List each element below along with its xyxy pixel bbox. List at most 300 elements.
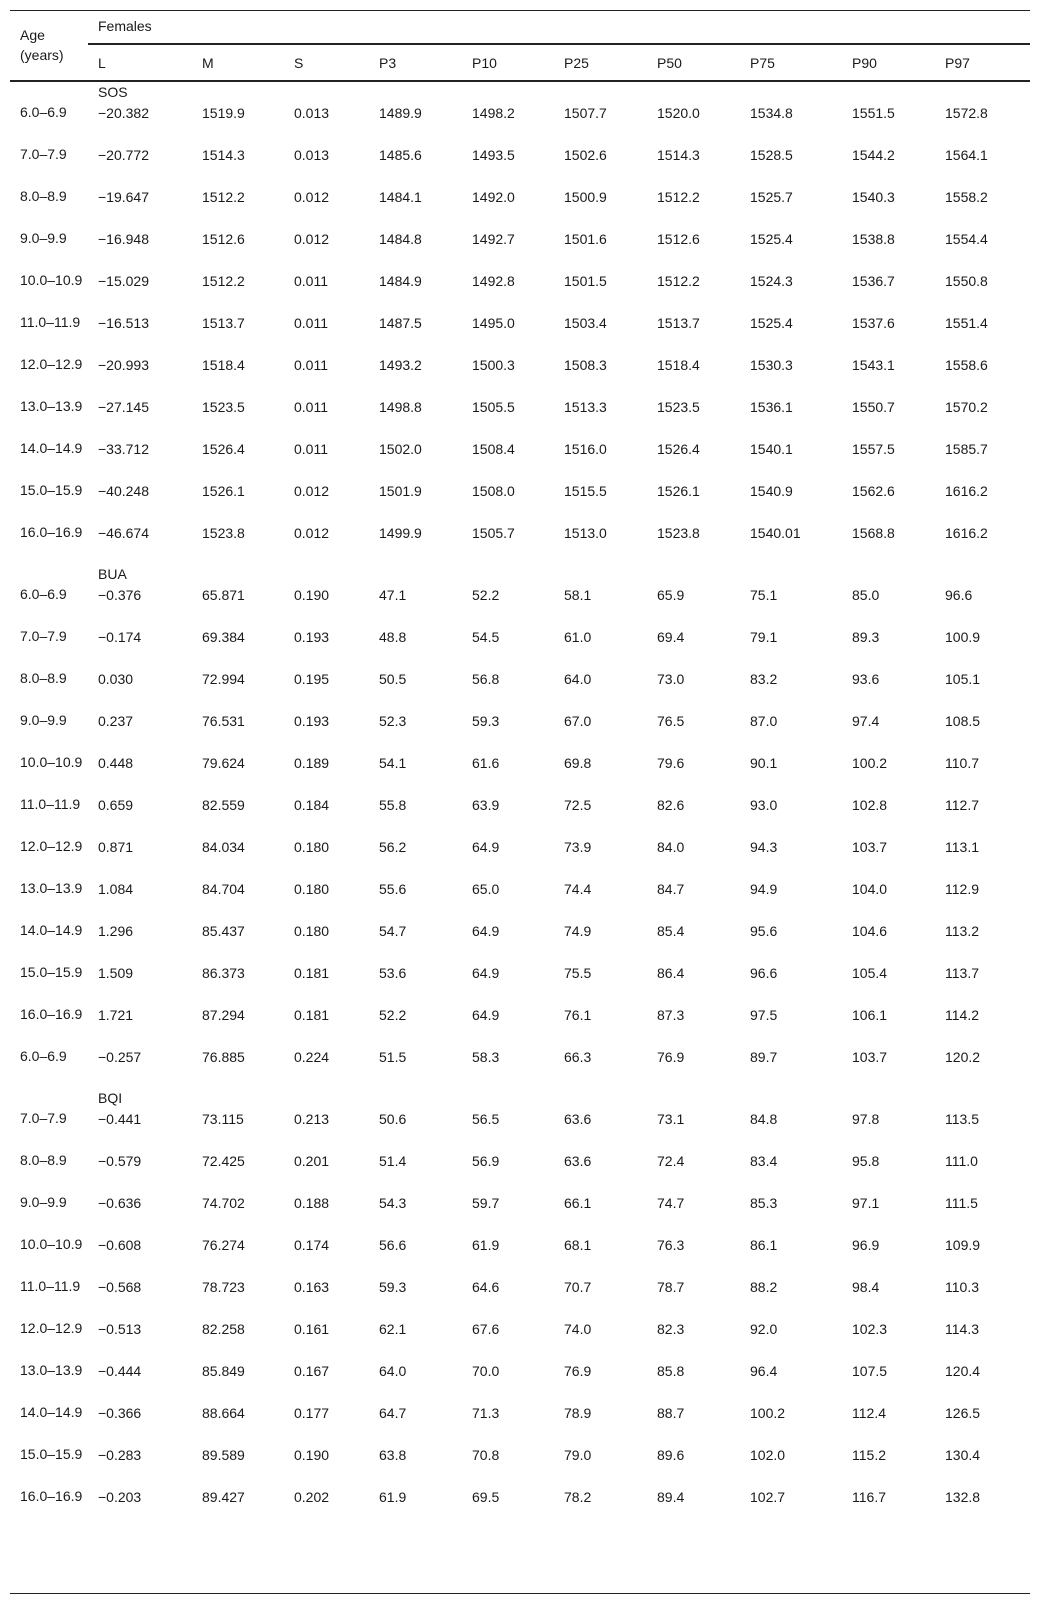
cell-l: −0.283 (98, 1447, 142, 1463)
cell-p75: 93.0 (750, 797, 778, 813)
cell-s: 0.202 (294, 1489, 330, 1505)
cell-p97: 112.9 (945, 881, 979, 897)
cell-p97: 113.7 (945, 965, 979, 981)
cell-p97: 111.0 (945, 1153, 978, 1169)
cell-p10: 64.9 (472, 965, 500, 981)
cell-p90: 1537.6 (852, 315, 895, 331)
cell-l: 1.721 (98, 1007, 134, 1023)
cell-p10: 1508.0 (472, 483, 515, 499)
cell-l: 0.659 (98, 797, 134, 813)
cell-p3: 54.1 (379, 755, 407, 771)
col-header-m: M (192, 44, 284, 81)
cell-p97: 114.2 (945, 1007, 979, 1023)
cell-p90: 1543.1 (852, 357, 895, 373)
cell-p50: 73.0 (657, 671, 685, 687)
cell-p75: 84.8 (750, 1111, 778, 1127)
cell-p50: 76.5 (657, 713, 685, 729)
cell-l: 1.296 (98, 923, 134, 939)
cell-m: 65.871 (202, 587, 245, 603)
cell-p50: 89.6 (657, 1447, 685, 1463)
col-header-p25: P25 (554, 44, 647, 81)
cell-p75: 1540.9 (750, 483, 793, 499)
cell-p97: 100.9 (945, 629, 981, 645)
age-range-cell: 12.0–12.9 (20, 838, 83, 854)
age-range-cell: 6.0–6.9 (20, 104, 67, 120)
cell-s: 0.013 (294, 147, 330, 163)
cell-p97: 112.7 (945, 797, 979, 813)
cell-p25: 79.0 (564, 1447, 592, 1463)
cell-s: 0.011 (294, 273, 328, 289)
age-range-cell: 10.0–10.9 (20, 272, 83, 288)
cell-p97: 110.3 (945, 1279, 979, 1295)
cell-p97: 108.5 (945, 713, 981, 729)
cell-s: 0.163 (294, 1279, 330, 1295)
age-range-cell: 6.0–6.9 (20, 1048, 67, 1064)
table-row (10, 1046, 1030, 1088)
cell-p75: 90.1 (750, 755, 778, 771)
cell-p75: 88.2 (750, 1279, 778, 1295)
section-heading-spacer (10, 81, 88, 102)
age-range-cell: 11.0–11.9 (20, 314, 81, 330)
cell-s: 0.193 (294, 629, 330, 645)
cell-m: 1512.2 (202, 273, 245, 289)
cell-p10: 64.9 (472, 839, 500, 855)
table-row (10, 962, 1030, 1004)
cell-p10: 1495.0 (472, 315, 515, 331)
table-row (10, 878, 1030, 920)
cell-m: 85.437 (202, 923, 245, 939)
table-row (10, 1004, 1030, 1046)
cell-p10: 1505.5 (472, 399, 515, 415)
age-range-cell: 7.0–7.9 (20, 628, 67, 644)
cell-p10: 1493.5 (472, 147, 515, 163)
cell-p90: 97.8 (852, 1111, 880, 1127)
cell-p75: 102.0 (750, 1447, 786, 1463)
cell-p97: 110.7 (945, 755, 979, 771)
cell-p25: 70.7 (564, 1279, 592, 1295)
age-range-cell: 12.0–12.9 (20, 356, 83, 372)
cell-s: 0.181 (294, 965, 330, 981)
age-range-cell: 14.0–14.9 (20, 440, 83, 456)
cell-s: 0.011 (294, 315, 328, 331)
section-heading-sos: SOS (98, 84, 128, 100)
cell-p25: 1501.6 (564, 231, 607, 247)
cell-m: 89.589 (202, 1447, 245, 1463)
cell-p90: 106.1 (852, 1007, 888, 1023)
section-heading-row (10, 1088, 1030, 1108)
cell-m: 74.702 (202, 1195, 245, 1211)
cell-m: 76.531 (202, 713, 245, 729)
cell-p25: 76.1 (564, 1007, 592, 1023)
age-range-cell: 7.0–7.9 (20, 146, 67, 162)
table-row (10, 710, 1030, 752)
cell-l: −0.636 (98, 1195, 142, 1211)
cell-l: −0.441 (98, 1111, 142, 1127)
cell-s: 0.161 (294, 1321, 330, 1337)
cell-p50: 87.3 (657, 1007, 685, 1023)
cell-p97: 120.4 (945, 1363, 981, 1379)
cell-p75: 94.9 (750, 881, 778, 897)
table-row (10, 1486, 1030, 1528)
age-range-cell: 8.0–8.9 (20, 670, 67, 686)
cell-l: −0.366 (98, 1405, 142, 1421)
cell-p3: 1487.5 (379, 315, 422, 331)
cell-p25: 1513.3 (564, 399, 607, 415)
cell-p50: 69.4 (657, 629, 685, 645)
cell-p90: 89.3 (852, 629, 880, 645)
table-row (10, 438, 1030, 480)
cell-m: 89.427 (202, 1489, 245, 1505)
cell-m: 72.994 (202, 671, 245, 687)
cell-p3: 47.1 (379, 587, 407, 603)
cell-p50: 1526.1 (657, 483, 700, 499)
cell-p50: 76.9 (657, 1049, 685, 1065)
table-row (10, 522, 1030, 564)
cell-p50: 84.7 (657, 881, 685, 897)
cell-l: −46.674 (98, 525, 149, 541)
percentile-table (10, 10, 1030, 1528)
cell-p25: 78.2 (564, 1489, 592, 1505)
col-header-p90: P90 (842, 44, 935, 81)
age-range-cell: 16.0–16.9 (20, 1006, 83, 1022)
table-row (10, 144, 1030, 186)
cell-l: 1.084 (98, 881, 134, 897)
cell-m: 1519.9 (202, 105, 245, 121)
cell-p3: 63.8 (379, 1447, 407, 1463)
col-header-p10: P10 (462, 44, 554, 81)
cell-p50: 78.7 (657, 1279, 685, 1295)
cell-p50: 1523.8 (657, 525, 700, 541)
cell-p75: 92.0 (750, 1321, 778, 1337)
cell-p10: 64.9 (472, 923, 500, 939)
cell-p25: 1515.5 (564, 483, 607, 499)
cell-p3: 55.6 (379, 881, 407, 897)
age-range-cell: 12.0–12.9 (20, 1320, 83, 1336)
cell-p75: 96.6 (750, 965, 778, 981)
age-header (10, 10, 88, 81)
cell-m: 82.258 (202, 1321, 245, 1337)
cell-p25: 1516.0 (564, 441, 607, 457)
cell-p90: 1568.8 (852, 525, 895, 541)
cell-l: −0.568 (98, 1279, 142, 1295)
cell-p50: 74.7 (657, 1195, 685, 1211)
cell-p50: 1520.0 (657, 105, 700, 121)
cell-p97: 109.9 (945, 1237, 981, 1253)
cell-p10: 1492.7 (472, 231, 515, 247)
cell-m: 78.723 (202, 1279, 245, 1295)
cell-p10: 64.6 (472, 1279, 500, 1295)
cell-p97: 1558.6 (945, 357, 988, 373)
table-row (10, 836, 1030, 878)
table-row (10, 396, 1030, 438)
cell-p3: 1489.9 (379, 105, 422, 121)
table-row (10, 584, 1030, 626)
age-range-cell: 9.0–9.9 (20, 1194, 67, 1210)
column-header-row (10, 44, 1030, 81)
cell-p75: 1536.1 (750, 399, 793, 415)
cell-p10: 1492.0 (472, 189, 515, 205)
cell-p97: 111.5 (945, 1195, 978, 1211)
section-heading-bua: BUA (98, 566, 127, 582)
section-heading-row (10, 564, 1030, 584)
cell-p90: 103.7 (852, 1049, 888, 1065)
cell-p25: 75.5 (564, 965, 592, 981)
age-range-cell: 9.0–9.9 (20, 712, 67, 728)
cell-m: 1526.1 (202, 483, 245, 499)
cell-l: −20.772 (98, 147, 149, 163)
cell-p3: 53.6 (379, 965, 407, 981)
header-group-row (10, 10, 1030, 44)
cell-s: 0.188 (294, 1195, 330, 1211)
cell-s: 0.213 (294, 1111, 330, 1127)
col-header-p50: P50 (647, 44, 740, 81)
cell-l: −16.513 (98, 315, 149, 331)
cell-p97: 1572.8 (945, 105, 988, 121)
cell-l: −0.579 (98, 1153, 142, 1169)
cell-p75: 95.6 (750, 923, 778, 939)
cell-p90: 1538.8 (852, 231, 895, 247)
cell-m: 72.425 (202, 1153, 245, 1169)
cell-p3: 1501.9 (379, 483, 422, 499)
cell-p3: 1493.2 (379, 357, 422, 373)
cell-p75: 1528.5 (750, 147, 793, 163)
cell-p97: 1585.7 (945, 441, 988, 457)
table-body (10, 81, 1030, 1528)
cell-p50: 76.3 (657, 1237, 685, 1253)
cell-s: 0.180 (294, 839, 330, 855)
cell-p50: 72.4 (657, 1153, 685, 1169)
cell-p50: 65.9 (657, 587, 685, 603)
age-range-cell: 15.0–15.9 (20, 482, 83, 498)
age-range-cell: 13.0–13.9 (20, 398, 83, 414)
cell-p25: 68.1 (564, 1237, 592, 1253)
cell-p3: 48.8 (379, 629, 407, 645)
cell-p50: 1512.2 (657, 189, 700, 205)
cell-m: 1513.7 (202, 315, 245, 331)
section-heading-spacer (10, 1088, 88, 1108)
cell-p75: 1534.8 (750, 105, 793, 121)
cell-p10: 1500.3 (472, 357, 515, 373)
cell-p10: 59.3 (472, 713, 500, 729)
cell-p90: 95.8 (852, 1153, 880, 1169)
cell-p25: 66.3 (564, 1049, 592, 1065)
cell-l: −20.382 (98, 105, 149, 121)
cell-s: 0.201 (294, 1153, 330, 1169)
cell-p75: 1540.01 (750, 525, 801, 541)
cell-l: 0.030 (98, 671, 134, 687)
percentile-table-container (10, 10, 1030, 1528)
cell-p3: 1484.1 (379, 189, 422, 205)
age-range-cell: 9.0–9.9 (20, 230, 67, 246)
cell-p3: 54.3 (379, 1195, 407, 1211)
cell-l: 0.871 (98, 839, 134, 855)
cell-p25: 1507.7 (564, 105, 607, 121)
cell-p10: 65.0 (472, 881, 500, 897)
cell-p10: 58.3 (472, 1049, 500, 1065)
cell-p50: 73.1 (657, 1111, 685, 1127)
cell-p90: 115.2 (852, 1447, 886, 1463)
cell-s: 0.012 (294, 231, 330, 247)
cell-p25: 1500.9 (564, 189, 607, 205)
cell-l: −0.203 (98, 1489, 142, 1505)
cell-p75: 102.7 (750, 1489, 786, 1505)
cell-p10: 69.5 (472, 1489, 500, 1505)
cell-p3: 51.4 (379, 1153, 407, 1169)
cell-p90: 103.7 (852, 839, 888, 855)
cell-p75: 85.3 (750, 1195, 778, 1211)
cell-m: 76.274 (202, 1237, 245, 1253)
cell-p10: 59.7 (472, 1195, 500, 1211)
cell-p3: 1484.9 (379, 273, 422, 289)
cell-p10: 71.3 (472, 1405, 500, 1421)
cell-p10: 56.8 (472, 671, 500, 687)
cell-p75: 97.5 (750, 1007, 778, 1023)
cell-m: 1526.4 (202, 441, 245, 457)
cell-s: 0.180 (294, 923, 330, 939)
cell-p10: 70.8 (472, 1447, 500, 1463)
cell-m: 1514.3 (202, 147, 245, 163)
cell-p75: 96.4 (750, 1363, 778, 1379)
cell-s: 0.012 (294, 525, 330, 541)
cell-m: 87.294 (202, 1007, 245, 1023)
cell-p25: 74.0 (564, 1321, 592, 1337)
cell-p75: 83.4 (750, 1153, 778, 1169)
table-row (10, 752, 1030, 794)
cell-p50: 1514.3 (657, 147, 700, 163)
cell-s: 0.189 (294, 755, 330, 771)
cell-l: 0.448 (98, 755, 134, 771)
cell-p25: 69.8 (564, 755, 592, 771)
cell-l: −33.712 (98, 441, 149, 457)
table-row (10, 480, 1030, 522)
cell-l: −0.608 (98, 1237, 142, 1253)
cell-p75: 94.3 (750, 839, 778, 855)
cell-l: −27.145 (98, 399, 149, 415)
cell-p97: 120.2 (945, 1049, 981, 1065)
cell-p25: 64.0 (564, 671, 592, 687)
females-header-label: Females (98, 18, 152, 34)
cell-p3: 1499.9 (379, 525, 422, 541)
cell-m: 1518.4 (202, 357, 245, 373)
cell-p50: 1523.5 (657, 399, 700, 415)
cell-s: 0.012 (294, 483, 330, 499)
cell-p25: 73.9 (564, 839, 592, 855)
cell-p90: 97.1 (852, 1195, 880, 1211)
cell-s: 0.167 (294, 1363, 330, 1379)
cell-s: 0.177 (294, 1405, 330, 1421)
col-header-p97: P97 (935, 44, 1030, 81)
cell-p50: 86.4 (657, 965, 685, 981)
col-header-l: L (88, 44, 192, 81)
cell-s: 0.193 (294, 713, 330, 729)
cell-p10: 52.2 (472, 587, 500, 603)
cell-m: 85.849 (202, 1363, 245, 1379)
cell-s: 0.195 (294, 671, 330, 687)
cell-l: −15.029 (98, 273, 149, 289)
age-range-cell: 14.0–14.9 (20, 1404, 83, 1420)
age-range-cell: 16.0–16.9 (20, 524, 83, 540)
cell-s: 0.174 (294, 1237, 330, 1253)
table-row (10, 270, 1030, 312)
cell-p75: 83.2 (750, 671, 778, 687)
age-range-cell: 14.0–14.9 (20, 922, 83, 938)
cell-p10: 61.9 (472, 1237, 500, 1253)
table-row (10, 1360, 1030, 1402)
cell-s: 0.181 (294, 1007, 330, 1023)
cell-p97: 1616.2 (945, 525, 988, 541)
cell-p90: 100.2 (852, 755, 888, 771)
cell-p90: 102.3 (852, 1321, 888, 1337)
cell-l: −0.513 (98, 1321, 142, 1337)
cell-p25: 74.4 (564, 881, 592, 897)
cell-p25: 58.1 (564, 587, 592, 603)
cell-m: 1512.2 (202, 189, 245, 205)
cell-p10: 1498.2 (472, 105, 515, 121)
cell-p75: 87.0 (750, 713, 778, 729)
table-row (10, 668, 1030, 710)
cell-p90: 1544.2 (852, 147, 895, 163)
table-bottom-rule (10, 1593, 1030, 1594)
table-row (10, 1318, 1030, 1360)
age-range-cell: 15.0–15.9 (20, 1446, 83, 1462)
cell-p25: 63.6 (564, 1153, 592, 1169)
females-header (88, 10, 1030, 44)
cell-p90: 96.9 (852, 1237, 880, 1253)
cell-p10: 61.6 (472, 755, 500, 771)
cell-p25: 1503.4 (564, 315, 607, 331)
cell-p90: 97.4 (852, 713, 880, 729)
table-row (10, 102, 1030, 144)
cell-p75: 79.1 (750, 629, 778, 645)
cell-l: −40.248 (98, 483, 149, 499)
col-header-s: S (284, 44, 369, 81)
cell-p3: 52.3 (379, 713, 407, 729)
cell-p3: 50.6 (379, 1111, 407, 1127)
cell-p25: 74.9 (564, 923, 592, 939)
cell-p25: 66.1 (564, 1195, 592, 1211)
cell-l: 1.509 (98, 965, 134, 981)
age-range-cell: 10.0–10.9 (20, 754, 83, 770)
col-header-p3: P3 (369, 44, 462, 81)
cell-p50: 82.6 (657, 797, 685, 813)
cell-p25: 1501.5 (564, 273, 607, 289)
cell-p75: 86.1 (750, 1237, 778, 1253)
cell-l: −16.948 (98, 231, 149, 247)
cell-p90: 104.6 (852, 923, 888, 939)
cell-l: −20.993 (98, 357, 149, 373)
cell-p10: 63.9 (472, 797, 500, 813)
cell-m: 73.115 (202, 1111, 244, 1127)
cell-l: −0.174 (98, 629, 142, 645)
cell-p10: 67.6 (472, 1321, 500, 1337)
cell-p25: 63.6 (564, 1111, 592, 1127)
cell-s: 0.011 (294, 399, 328, 415)
cell-p3: 56.6 (379, 1237, 407, 1253)
section-heading-row (10, 81, 1030, 102)
age-range-cell: 13.0–13.9 (20, 1362, 83, 1378)
cell-p3: 1498.8 (379, 399, 422, 415)
cell-p50: 89.4 (657, 1489, 685, 1505)
cell-m: 84.034 (202, 839, 245, 855)
cell-p97: 105.1 (945, 671, 981, 687)
cell-p90: 105.4 (852, 965, 888, 981)
cell-l: −19.647 (98, 189, 149, 205)
cell-p90: 1540.3 (852, 189, 895, 205)
cell-p10: 1505.7 (472, 525, 515, 541)
cell-m: 69.384 (202, 629, 245, 645)
section-heading-spacer (10, 564, 88, 584)
cell-p90: 107.5 (852, 1363, 888, 1379)
